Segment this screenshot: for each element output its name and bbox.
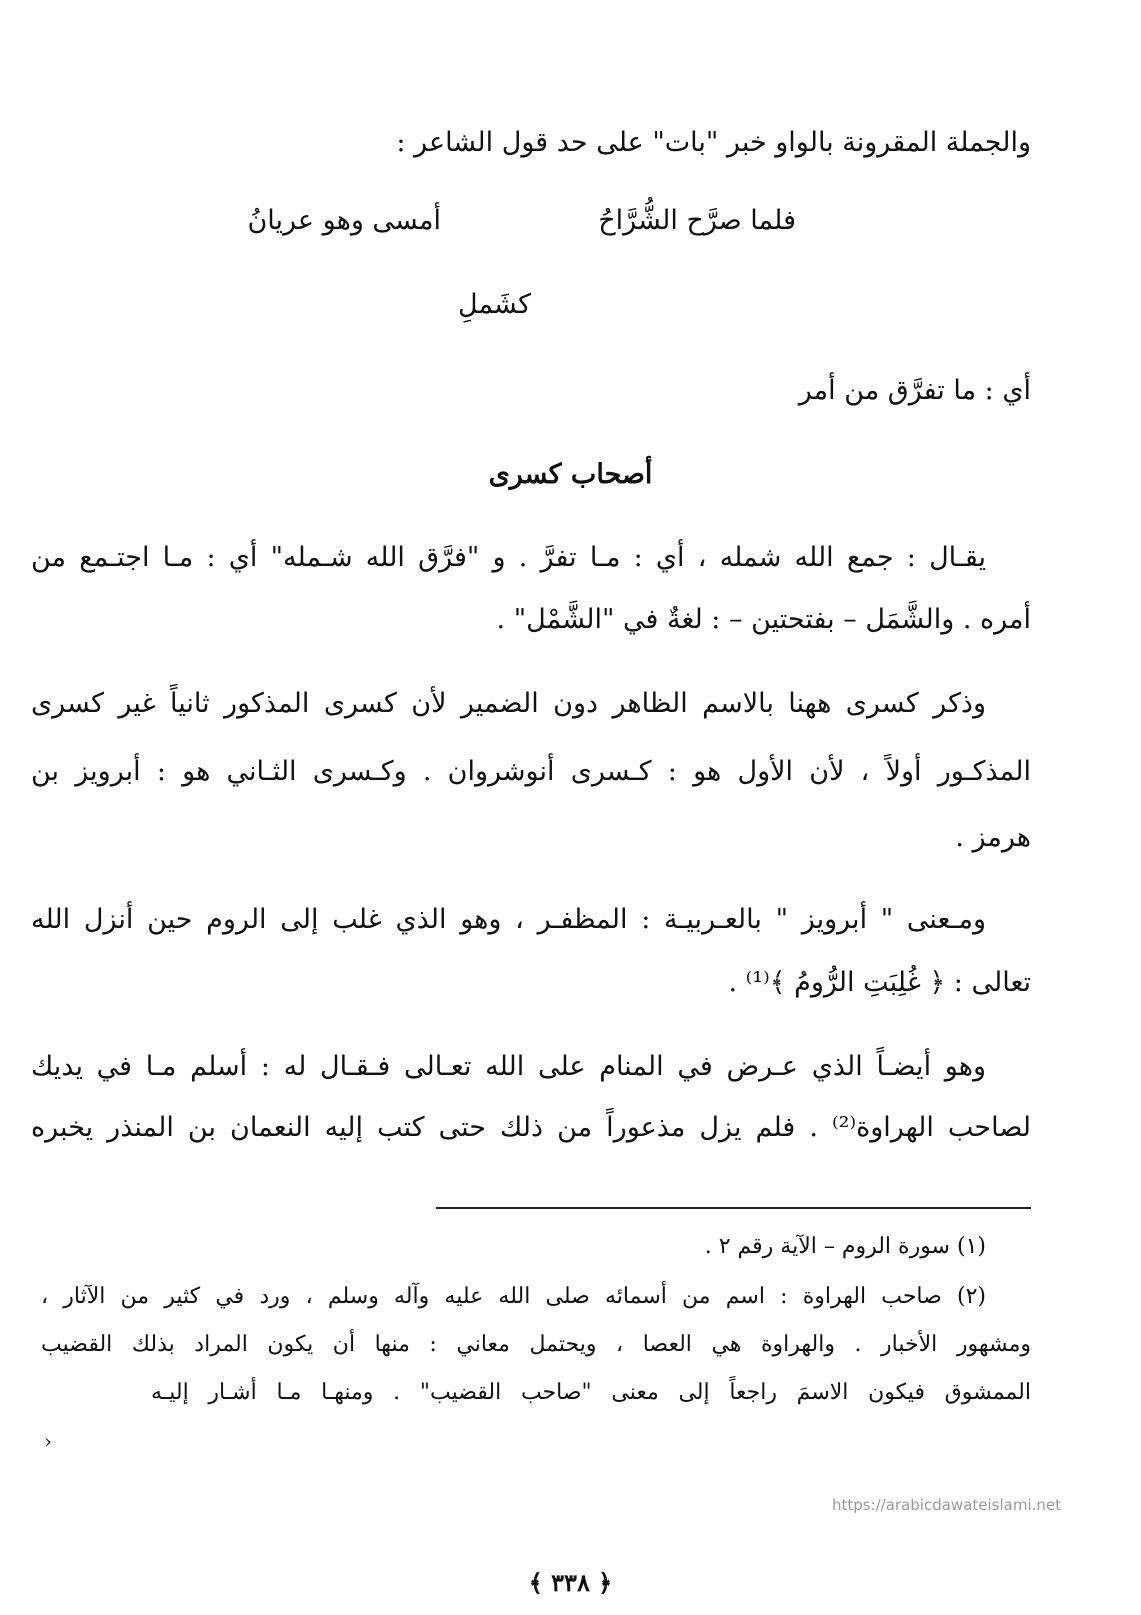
paragraph-3-line-2: تعالى : ﴿ غُلِبَتِ الرُّومُ ﴾⁽¹⁾ . — [728, 967, 1031, 998]
footnote-separator — [436, 1207, 1031, 1209]
paragraph-3-line-1: ومـعنى " أبرويز " بالعـربيـة : المظفـر ، وهو الذي غلب إلى الروم حين أنزل الله — [31, 904, 986, 935]
gloss-line: أي : ما تفرَّق من أمر — [798, 375, 1031, 406]
paragraph-1-line-1: يقـال : جمع الله شمله ، أي : مـا تفرَّ . و "فرَّق الله شـمله" أي : مـا اجتـمع من — [31, 542, 986, 573]
paragraph-2-line-3: هرمز . — [955, 822, 1031, 853]
verse-first-hemistich: فلما صرَّح الشُّرَّاحُ — [598, 205, 796, 236]
intro-line: والجملة المقرونة بالواو خبر "بات" على حد قول الشاعر : — [396, 127, 1031, 158]
footnote-1: (١) سورة الروم – الآية رقم ٢ . — [704, 1234, 986, 1259]
source-watermark: https://arabicdawateislami.net — [831, 1496, 1061, 1514]
verse-second-hemistich: أمسى وهو عريانُ — [247, 205, 441, 236]
page-number: ﴿ ٣٣٨ ﴾ — [528, 1568, 613, 1597]
paragraph-2-line-1: وذكر كسرى ههنا بالاسم الظاهر دون الضمير لأن كسرى المذكور ثانياً غير كسرى — [31, 688, 986, 719]
paragraph-2-line-2: المذكـور أولاً ، لأن الأول هو : كـسرى أنوشروان . وكـسرى الثـاني هو : أبرويز بن — [31, 756, 1031, 787]
continuation-mark: › — [44, 1429, 52, 1453]
section-heading: أصحاب كسرى — [488, 459, 653, 490]
paragraph-1-line-2: أمره . والشَّمَل – بفتحتين – : لغةٌ في "الشَّمْل" . — [496, 604, 1031, 635]
paragraph-4-line-2: لصاحب الهراوة⁽²⁾ . فلم يزل مذعوراً من ذلك حتى كتب إليه النعمان بن المنذر يخبره — [31, 1112, 1031, 1143]
footnote-2-line-3: الممشوق فيكون الاسمَ راجعاً إلى معنى "صاحب القضيب" . ومنهـا مـا أشـار إليـه — [151, 1380, 1031, 1405]
quoted-word: كشَملِ — [458, 289, 531, 320]
paragraph-4-line-1: وهو أيضـاً الذي عـرض في المنام على الله تعـالى فـقـال له : أسلم مـا في يديك — [31, 1051, 986, 1082]
footnote-2-line-2: ومشهور الأخبار . والهراوة هي العصا ، ويحتمل معاني : منها أن يكون المراد بذلك القضيب — [41, 1332, 1031, 1357]
footnote-2-line-1: (٢) صاحب الهراوة : اسم من أسمائه صلى الله عليه وآله وسلم ، ورد في كثير من الآثار ، — [41, 1284, 986, 1309]
